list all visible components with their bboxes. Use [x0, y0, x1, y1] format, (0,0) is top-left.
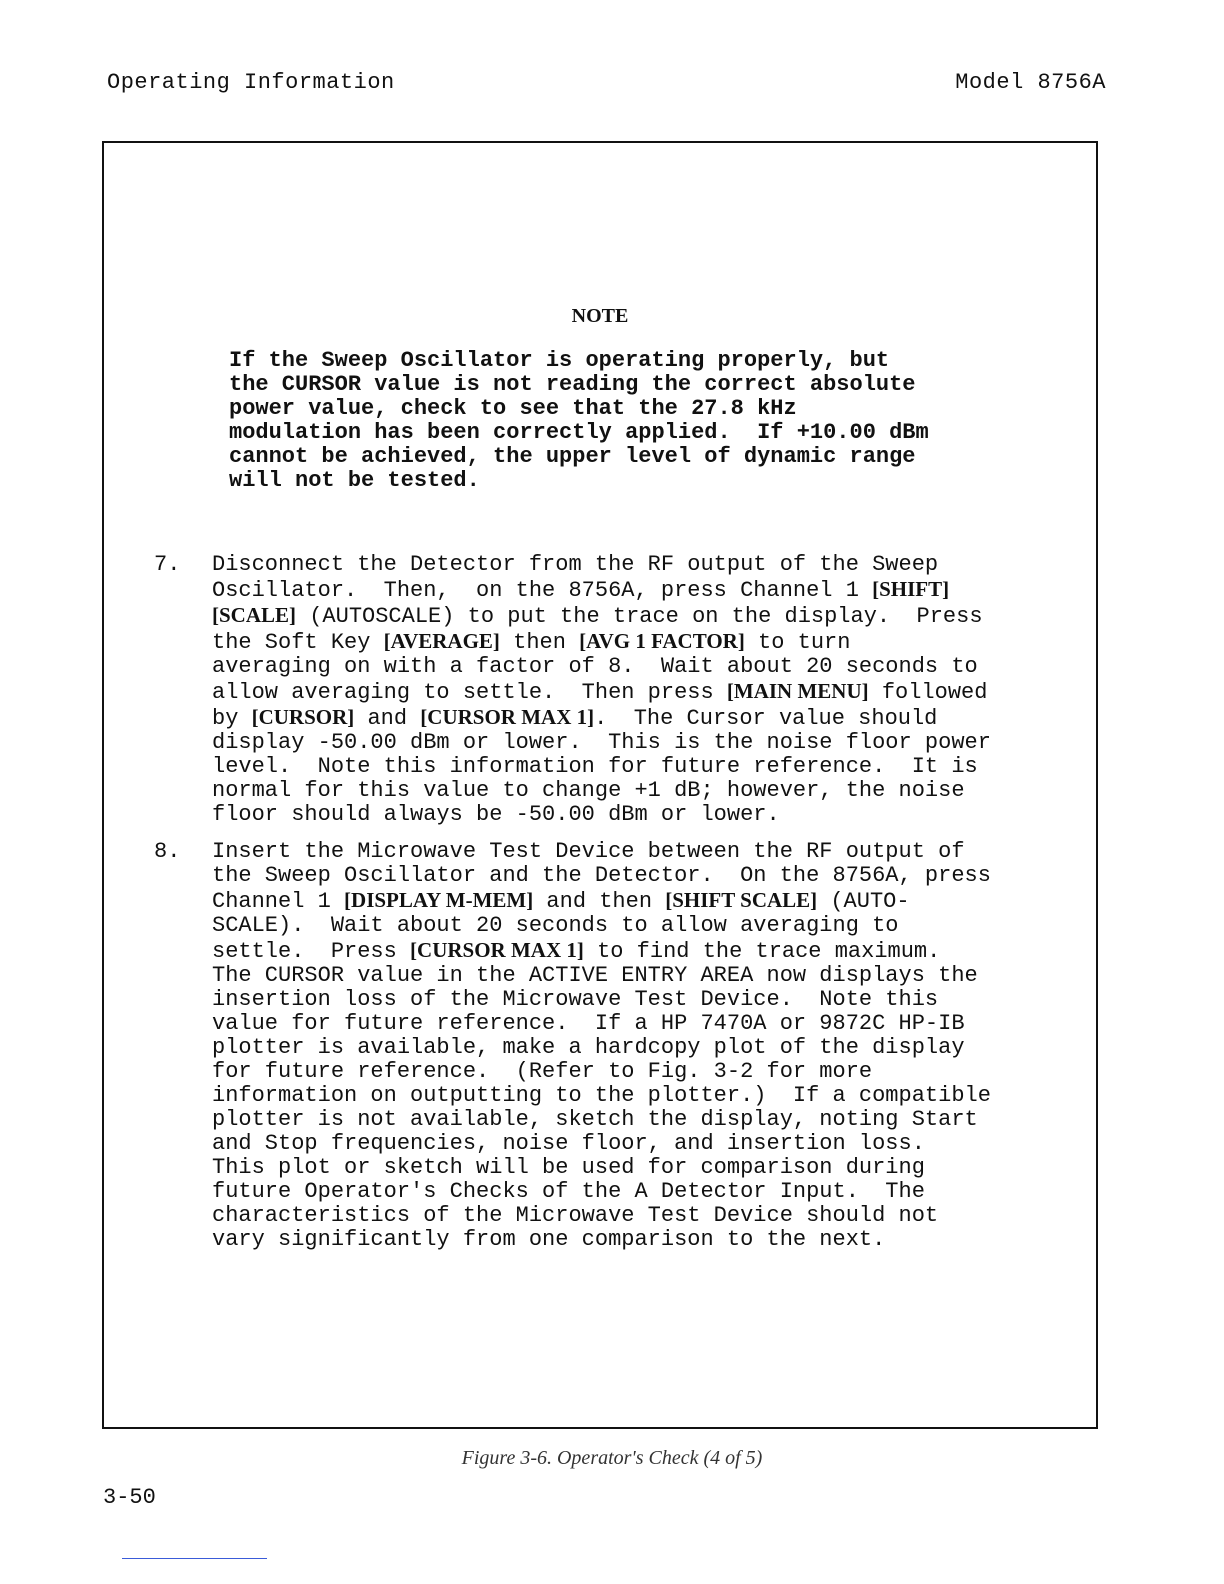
step-text-run: and then	[533, 889, 666, 914]
step-text-run: plotter is not available, sketch the display, noting Start	[212, 1107, 978, 1132]
step-text-run: future Operator's Checks of the A Detector Input. The	[212, 1179, 925, 1204]
note-line: modulation has been correctly applied. If +10.00 dBm	[229, 420, 929, 445]
step-text-run: normal for this value to change +1 dB; however, the noise	[212, 778, 965, 803]
step-text-run: Channel 1	[212, 889, 345, 914]
footer-rule	[122, 1558, 267, 1559]
step-line	[212, 864, 1082, 888]
note-title: NOTE	[571, 305, 629, 327]
step-text-run: value for future reference. If a HP 7470A or 9872C HP-IB	[212, 1011, 965, 1036]
step-line	[212, 731, 1082, 755]
step-text-run: (AUTOSCALE) to put the trace on the display. Press	[296, 604, 983, 629]
key-label: [MAIN MENU]	[726, 679, 869, 703]
step-number: 8.	[154, 839, 181, 864]
step-text-run: information on outputting to the plotter.) If a compatible	[212, 1083, 991, 1108]
step-text-run: allow averaging to settle. Then press	[212, 680, 727, 705]
step-text-run: This plot or sketch will be used for comparison during	[212, 1155, 925, 1180]
step-text	[212, 553, 1082, 827]
step-line	[212, 888, 1082, 914]
step-line	[212, 779, 1082, 803]
key-label: [SHIFT SCALE]	[665, 888, 818, 912]
step-text-run: floor should always be -50.00 dBm or lower.	[212, 802, 780, 827]
step-text-run: plotter is available, make a hardcopy plot of the display	[212, 1035, 965, 1060]
key-label: [SCALE]	[212, 603, 297, 627]
step-line	[212, 577, 1082, 603]
page-number: 3-50	[103, 1485, 156, 1510]
step-line	[212, 914, 1082, 938]
note-line: If the Sweep Oscillator is operating properly, but	[229, 348, 890, 373]
step-text-run: SCALE). Wait about 20 seconds to allow averaging to	[212, 913, 899, 938]
step-line	[212, 1204, 1082, 1228]
step-text-run: display -50.00 dBm or lower. This is the noise floor power	[212, 730, 991, 755]
step-line	[212, 755, 1082, 779]
step-text-run: the Sweep Oscillator and the Detector. On the 8756A, press	[212, 863, 991, 888]
running-header-section: Operating Information	[107, 70, 395, 95]
step-line	[212, 803, 1082, 827]
figure-frame	[102, 141, 1098, 1429]
step-text-run: for future reference. (Refer to Fig. 3-2 for more	[212, 1059, 873, 1084]
step-line	[212, 988, 1082, 1012]
note-line: will not be tested.	[229, 468, 480, 493]
figure-caption: Figure 3-6. Operator's Check (4 of 5)	[461, 1447, 763, 1469]
step-line	[212, 1180, 1082, 1204]
step-line	[212, 1036, 1082, 1060]
step-text-run: to turn	[744, 630, 851, 655]
step-text-run: . The Cursor value should	[594, 706, 938, 731]
step-text-run: Disconnect the Detector from the RF output of the Sweep	[212, 552, 939, 577]
step-text-run: then	[499, 630, 580, 655]
note-line: power value, check to see that the 27.8 kHz	[229, 396, 797, 421]
step-line	[212, 629, 1082, 655]
note-line: cannot be achieved, the upper level of dynamic range	[229, 444, 916, 469]
key-label: [CURSOR MAX 1]	[420, 705, 595, 729]
step-line	[212, 679, 1082, 705]
step-text-run: the Soft Key	[212, 630, 384, 655]
step-number: 7.	[154, 552, 181, 577]
step-text-run: level. Note this information for future reference. It is	[212, 754, 978, 779]
step-text-run: followed	[868, 680, 988, 705]
step-line	[212, 1060, 1082, 1084]
step-line	[212, 964, 1082, 988]
step-line	[212, 1156, 1082, 1180]
key-label: [CURSOR MAX 1]	[410, 938, 584, 962]
key-label: [AVERAGE]	[383, 629, 500, 653]
step-line	[212, 705, 1082, 731]
step-text-run: vary significantly from one comparison to the next.	[212, 1227, 886, 1252]
step-text-run: The CURSOR value in the ACTIVE ENTRY AREA now displays the	[212, 963, 978, 988]
step-text-run: Insert the Microwave Test Device between the RF output of	[212, 839, 965, 864]
key-label: [CURSOR]	[251, 705, 355, 729]
step-line	[212, 1012, 1082, 1036]
step-text-run: (AUTO-	[817, 889, 910, 914]
step-line	[212, 840, 1082, 864]
key-label: [AVG 1 FACTOR]	[579, 629, 745, 653]
step-text-run: to find the trace maximum.	[583, 939, 941, 964]
step-text-run: settle. Press	[212, 939, 411, 964]
step-line	[212, 603, 1082, 629]
step-line	[212, 938, 1082, 964]
step-text-run: insertion loss of the Microwave Test Device. Note this	[212, 987, 939, 1012]
key-label: [SHIFT]	[872, 577, 950, 601]
note-line: the CURSOR value is not reading the correct absolute	[229, 372, 916, 397]
key-label: [DISPLAY M-MEM]	[344, 888, 534, 912]
step-line	[212, 1084, 1082, 1108]
step-text-run: and	[354, 706, 421, 731]
step-line	[212, 1108, 1082, 1132]
step-line	[212, 553, 1082, 577]
step-text	[212, 840, 1082, 1252]
step-text-run: and Stop frequencies, noise floor, and insertion loss.	[212, 1131, 925, 1156]
step-line	[212, 1228, 1082, 1252]
step-text-run: characteristics of the Microwave Test Device should not	[212, 1203, 939, 1228]
note-body	[229, 349, 1029, 493]
step-line	[212, 655, 1082, 679]
step-text-run: averaging on with a factor of 8. Wait about 20 seconds to	[212, 654, 978, 679]
step-text-run: Oscillator. Then, on the 8756A, press Channel 1	[212, 578, 873, 603]
running-header-model: Model 8756A	[955, 70, 1106, 95]
step-text-run: by	[212, 706, 252, 731]
step-line	[212, 1132, 1082, 1156]
